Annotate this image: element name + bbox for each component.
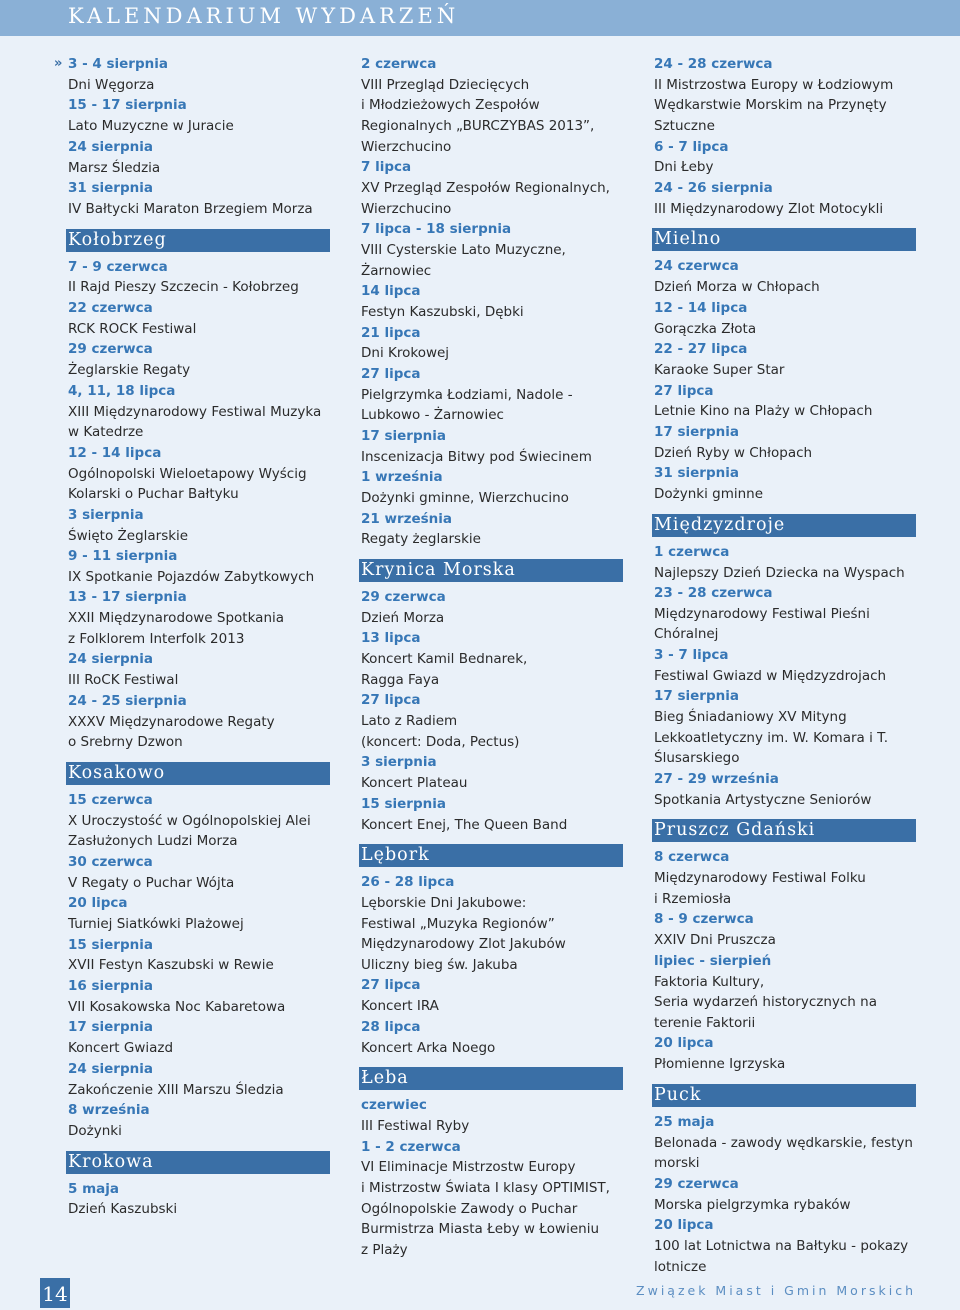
event-date: 9 - 11 sierpnia bbox=[68, 548, 178, 565]
event-date: 24 sierpnia bbox=[68, 651, 153, 668]
event-item bbox=[68, 1059, 336, 1100]
event-date: 24 - 28 czerwca bbox=[654, 56, 773, 72]
event-date: 20 lipca bbox=[68, 895, 128, 912]
event-date: 13 - 17 sierpnia bbox=[68, 589, 187, 606]
column-3 bbox=[654, 54, 922, 1277]
event-title: Lekkoatletyczny im. W. Komara i T. bbox=[654, 729, 889, 746]
event-item bbox=[68, 852, 336, 893]
event-item bbox=[654, 339, 922, 380]
event-date: 24 czerwca bbox=[654, 258, 739, 275]
event-date: 17 sierpnia bbox=[68, 1019, 153, 1036]
event-date: 3 sierpnia bbox=[361, 754, 437, 771]
event-date: 21 lipca bbox=[361, 324, 421, 341]
event-title: IX Spotkanie Pojazdów Zabytkowych bbox=[68, 568, 315, 585]
event-title: Lato z Radiem bbox=[361, 713, 458, 730]
city-heading: Krokowa bbox=[66, 1151, 330, 1174]
event-date: 6 - 7 lipca bbox=[654, 138, 729, 155]
event-title: Lato Muzyczne w Juracie bbox=[68, 118, 234, 135]
event-item bbox=[68, 1017, 336, 1058]
event-title: VIII Cysterskie Lato Muzyczne, bbox=[361, 241, 566, 258]
event-title: i Mistrzostw Świata I klasy OPTIMIST, bbox=[361, 1179, 610, 1196]
event-title: Dni Krokowej bbox=[361, 345, 450, 362]
event-item bbox=[361, 752, 629, 793]
event-item bbox=[68, 443, 336, 505]
event-title: Gorączka Złota bbox=[654, 320, 757, 337]
event-date: 27 lipca bbox=[361, 365, 421, 382]
event-date: 16 sierpnia bbox=[68, 978, 153, 994]
event-title: (koncert: Doda, Pectus) bbox=[361, 733, 520, 750]
event-date: 7 - 9 czerwca bbox=[68, 258, 168, 275]
event-item bbox=[361, 426, 629, 467]
event-date: 2 czerwca bbox=[361, 56, 437, 72]
event-item bbox=[68, 691, 336, 753]
event-item bbox=[68, 935, 336, 976]
event-title: Wierzchucino bbox=[361, 200, 452, 217]
event-title: Ogólnopolski Wieloetapowy Wyścig bbox=[68, 465, 307, 482]
footer-publisher: Związek Miast i Gmin Morskich bbox=[636, 1283, 916, 1298]
event-title: VIII Przegląd Dziecięcych bbox=[361, 76, 530, 93]
event-title: Marsz Śledzia bbox=[68, 159, 161, 176]
event-title: Koncert Gwiazd bbox=[68, 1040, 174, 1057]
city-heading: Kosakowo bbox=[66, 762, 330, 785]
event-title: Dni Węgorza bbox=[68, 76, 155, 93]
event-title: z Plaży bbox=[361, 1241, 408, 1258]
event-title: II Mistrzostwa Europy w Łodziowym bbox=[654, 76, 894, 93]
event-item bbox=[361, 219, 629, 281]
event-title: 100 lat Lotnictwa na Bałtyku - pokazy bbox=[654, 1237, 909, 1254]
bullet-marker: » bbox=[54, 56, 63, 71]
event-item bbox=[361, 1017, 629, 1058]
event-date: 24 - 25 sierpnia bbox=[68, 692, 187, 709]
event-date: 8 września bbox=[68, 1102, 150, 1119]
event-title: Turniej Siatkówki Plażowej bbox=[68, 916, 244, 933]
event-date: 25 maja bbox=[654, 1113, 715, 1130]
event-title: Kolarski o Puchar Bałtyku bbox=[68, 486, 239, 503]
event-item bbox=[361, 281, 629, 322]
event-title: Ogólnopolskie Zawody o Puchar bbox=[361, 1200, 578, 1217]
event-date: czerwiec bbox=[361, 1097, 427, 1114]
event-item bbox=[361, 509, 629, 550]
event-title: II Rajd Pieszy Szczecin - Kołobrzeg bbox=[68, 279, 299, 296]
event-date: 15 sierpnia bbox=[68, 936, 153, 953]
event-title: Lęborskie Dni Jakubowe: bbox=[361, 895, 527, 912]
event-date: 27 lipca bbox=[654, 382, 714, 399]
event-item bbox=[54, 54, 336, 95]
event-title: Burmistrza Miasta Łeby w Łowieniu bbox=[361, 1221, 600, 1238]
page-number: 14 bbox=[40, 1278, 70, 1308]
event-date: 24 sierpnia bbox=[68, 1060, 153, 1077]
event-date: 31 sierpnia bbox=[68, 180, 153, 197]
event-item bbox=[68, 1179, 336, 1220]
event-item bbox=[361, 1137, 629, 1261]
event-title: Koncert IRA bbox=[361, 998, 439, 1015]
event-title: Festiwal „Muzyka Regionów” bbox=[361, 915, 555, 932]
event-item bbox=[361, 323, 629, 364]
event-date: 8 - 9 czerwca bbox=[654, 911, 754, 928]
event-item bbox=[654, 1174, 922, 1215]
event-title: Międzynarodowy Zlot Jakubów bbox=[361, 936, 566, 953]
event-date: 30 czerwca bbox=[68, 853, 153, 870]
event-title: Dożynki gminne bbox=[654, 486, 764, 503]
event-date: 20 lipca bbox=[654, 1217, 714, 1234]
event-date: 7 lipca - 18 sierpnia bbox=[361, 221, 512, 238]
event-title: Dzień Kaszubski bbox=[68, 1201, 178, 1218]
event-title: Bieg Śniadaniowy XV Mityng bbox=[654, 709, 847, 726]
event-title: Ragga Faya bbox=[361, 671, 440, 688]
event-item bbox=[654, 769, 922, 810]
event-title: IV Bałtycki Maraton Brzegiem Morza bbox=[68, 200, 313, 217]
event-item bbox=[654, 686, 922, 769]
event-title: Inscenizacja Bitwy pod Świecinem bbox=[361, 448, 592, 465]
event-item bbox=[361, 794, 629, 835]
event-title: Żarnowiec bbox=[361, 262, 432, 279]
event-date: 13 lipca bbox=[361, 630, 421, 647]
event-title: Najlepszy Dzień Dziecka na Wyspach bbox=[654, 564, 905, 581]
event-date: 3 - 4 sierpnia bbox=[68, 56, 168, 72]
event-item bbox=[68, 790, 336, 852]
event-title: Międzynarodowy Festiwal Folku bbox=[654, 870, 866, 887]
event-title: Seria wydarzeń historycznych na bbox=[654, 994, 877, 1011]
event-item bbox=[68, 976, 336, 1017]
event-title: Dni Łeby bbox=[654, 159, 714, 176]
event-date: 3 - 7 lipca bbox=[654, 647, 729, 664]
event-title: VII Kosakowska Noc Kabaretowa bbox=[68, 998, 286, 1015]
event-title: morski bbox=[654, 1155, 700, 1172]
event-date: 24 sierpnia bbox=[68, 138, 153, 155]
event-title: Pielgrzymka Łodziami, Nadole - bbox=[361, 386, 573, 403]
event-date: 23 - 28 czerwca bbox=[654, 585, 773, 602]
event-title: Dożynki gminne, Wierzchucino bbox=[361, 490, 569, 507]
event-title: Karaoke Super Star bbox=[654, 361, 785, 378]
event-title: Ślusarskiego bbox=[654, 750, 740, 767]
event-item bbox=[68, 546, 336, 587]
event-title: RCK ROCK Festiwal bbox=[68, 320, 197, 337]
event-item bbox=[654, 381, 922, 422]
event-title: XXII Międzynarodowe Spotkania bbox=[68, 610, 285, 627]
city-heading: Mielno bbox=[652, 228, 916, 251]
event-date: 29 czerwca bbox=[68, 341, 153, 358]
event-item bbox=[361, 690, 629, 752]
city-heading: Kołobrzeg bbox=[66, 229, 330, 252]
event-title: i Rzemiosła bbox=[654, 890, 732, 907]
event-date: 31 sierpnia bbox=[654, 465, 739, 482]
city-heading: Łeba bbox=[359, 1067, 623, 1090]
event-date: 1 czerwca bbox=[654, 543, 730, 560]
event-title: VI Eliminacje Mistrzostw Europy bbox=[361, 1159, 576, 1176]
event-date: 21 września bbox=[361, 510, 453, 527]
event-title: Koncert Enej, The Queen Band bbox=[361, 816, 568, 833]
event-title: Wędkarstwie Morskim na Przynęty bbox=[654, 97, 887, 114]
city-heading: Puck bbox=[652, 1084, 916, 1107]
event-date: 27 lipca bbox=[361, 977, 421, 994]
event-title: XVII Festyn Kaszubski w Rewie bbox=[68, 957, 274, 974]
event-title: Dzień Morza bbox=[361, 609, 445, 626]
event-date: 17 sierpnia bbox=[654, 423, 739, 440]
event-date: 17 sierpnia bbox=[654, 688, 739, 705]
event-title: V Regaty o Puchar Wójta bbox=[68, 874, 235, 891]
event-title: Uliczny bieg św. Jakuba bbox=[361, 956, 518, 973]
event-item bbox=[68, 257, 336, 298]
event-item bbox=[68, 381, 336, 443]
event-item bbox=[361, 157, 629, 219]
event-title: Regaty żeglarskie bbox=[361, 531, 481, 548]
event-item bbox=[654, 1033, 922, 1074]
event-title: lotnicze bbox=[654, 1258, 707, 1275]
event-title: z Folklorem Interfolk 2013 bbox=[68, 630, 245, 647]
event-item bbox=[361, 975, 629, 1016]
event-item bbox=[68, 649, 336, 690]
event-item bbox=[361, 587, 629, 628]
event-title: Dzień Ryby w Chłopach bbox=[654, 444, 813, 461]
event-item bbox=[654, 137, 922, 178]
event-date: 8 czerwca bbox=[654, 849, 730, 866]
event-date: 7 lipca bbox=[361, 159, 412, 176]
event-title: Festyn Kaszubski, Dębki bbox=[361, 303, 524, 320]
event-title: Zakończenie XIII Marszu Śledzia bbox=[68, 1081, 284, 1098]
column-1 bbox=[54, 54, 336, 1220]
event-title: III RoCK Festiwal bbox=[68, 672, 179, 689]
event-title: Festiwal Gwiazd w Międzyzdrojach bbox=[654, 667, 887, 684]
event-item bbox=[654, 645, 922, 686]
event-title: Spotkania Artystyczne Seniorów bbox=[654, 791, 872, 808]
event-title: terenie Faktorii bbox=[654, 1014, 756, 1031]
city-heading: Pruszcz Gdański bbox=[652, 819, 916, 842]
event-title: Międzynarodowy Festiwal Pieśni bbox=[654, 605, 870, 622]
event-title: Dożynki bbox=[68, 1122, 122, 1139]
city-heading: Krynica Morska bbox=[359, 559, 623, 582]
event-date: 1 - 2 czerwca bbox=[361, 1138, 461, 1155]
event-title: XIII Międzynarodowy Festiwal Muzyka bbox=[68, 403, 322, 420]
event-item bbox=[654, 1112, 922, 1174]
event-date: 27 lipca bbox=[361, 692, 421, 709]
header-bar bbox=[0, 0, 960, 36]
event-date: 15 - 17 sierpnia bbox=[68, 97, 187, 114]
event-title: Faktoria Kultury, bbox=[654, 973, 765, 990]
event-title: Sztuczne bbox=[654, 117, 715, 134]
event-date: 3 sierpnia bbox=[68, 506, 144, 523]
event-date: 14 lipca bbox=[361, 283, 421, 300]
event-title: Wierzchucino bbox=[361, 138, 452, 155]
event-title: Płomienne Igrzyska bbox=[654, 1056, 786, 1073]
event-title: III Międzynarodowy Zlot Motocykli bbox=[654, 200, 884, 217]
page-title: KALENDARIUM WYDARZEŃ bbox=[68, 4, 460, 28]
event-item bbox=[361, 872, 629, 975]
event-item bbox=[68, 1100, 336, 1141]
event-title: Lubkowo - Żarnowiec bbox=[361, 407, 504, 424]
event-date: 28 lipca bbox=[361, 1018, 421, 1035]
event-item bbox=[361, 628, 629, 690]
event-title: Belonada - zawody wędkarskie, festyn bbox=[654, 1134, 913, 1151]
event-date: 12 - 14 lipca bbox=[654, 299, 748, 316]
event-date: 12 - 14 lipca bbox=[68, 444, 162, 461]
event-title: Letnie Kino na Plaży w Chłopach bbox=[654, 403, 873, 420]
event-item bbox=[654, 298, 922, 339]
event-item bbox=[68, 298, 336, 339]
event-title: Dzień Morza w Chłopach bbox=[654, 279, 820, 296]
event-date: 29 czerwca bbox=[361, 589, 446, 606]
event-item bbox=[361, 54, 629, 157]
event-title: Chóralnej bbox=[654, 626, 719, 643]
event-item bbox=[654, 847, 922, 909]
event-item bbox=[654, 178, 922, 219]
event-date: 29 czerwca bbox=[654, 1175, 739, 1192]
event-title: XXIV Dni Pruszcza bbox=[654, 932, 776, 949]
event-item bbox=[654, 951, 922, 1034]
event-item bbox=[654, 54, 922, 137]
event-date: 27 - 29 września bbox=[654, 771, 779, 788]
event-item bbox=[654, 1215, 922, 1277]
event-title: Święto Żeglarskie bbox=[68, 527, 189, 544]
event-item bbox=[68, 339, 336, 380]
event-item bbox=[654, 542, 922, 583]
event-date: 17 sierpnia bbox=[361, 427, 446, 444]
event-item bbox=[68, 137, 336, 178]
event-item bbox=[654, 463, 922, 504]
event-item bbox=[654, 583, 922, 645]
event-item bbox=[68, 505, 336, 546]
event-date: 15 czerwca bbox=[68, 791, 153, 808]
event-title: Morska pielgrzymka rybaków bbox=[654, 1196, 851, 1213]
event-title: XXXV Międzynarodowe Regaty bbox=[68, 713, 275, 730]
event-item bbox=[361, 364, 629, 426]
event-item bbox=[654, 256, 922, 297]
event-title: Koncert Plateau bbox=[361, 775, 468, 792]
event-title: Koncert Kamil Bednarek, bbox=[361, 651, 528, 668]
event-date: 24 - 26 sierpnia bbox=[654, 179, 773, 196]
event-title: Zasłużonych Ludzi Morza bbox=[68, 833, 238, 850]
event-title: Regionalnych „BURCZYBAS 2013”, bbox=[361, 117, 595, 134]
event-date: 1 września bbox=[361, 469, 443, 486]
event-item bbox=[654, 909, 922, 950]
event-title: Koncert Arka Noego bbox=[361, 1039, 496, 1056]
event-title: w Katedrze bbox=[68, 424, 144, 441]
event-item bbox=[654, 422, 922, 463]
event-title: o Srebrny Dzwon bbox=[68, 734, 183, 751]
event-item bbox=[68, 893, 336, 934]
event-title: III Festiwal Ryby bbox=[361, 1117, 470, 1134]
event-item bbox=[68, 95, 336, 136]
event-date: 4, 11, 18 lipca bbox=[68, 382, 176, 399]
event-item bbox=[68, 178, 336, 219]
event-date: 15 sierpnia bbox=[361, 795, 446, 812]
event-title: i Młodzieżowych Zespołów bbox=[361, 97, 540, 114]
event-item bbox=[361, 467, 629, 508]
event-date: 22 czerwca bbox=[68, 299, 153, 316]
event-title: X Uroczystość w Ogólnopolskiej Alei bbox=[68, 812, 311, 829]
event-item bbox=[68, 587, 336, 649]
event-title: Żeglarskie Regaty bbox=[68, 362, 191, 379]
event-item bbox=[361, 1095, 629, 1136]
event-date: 26 - 28 lipca bbox=[361, 874, 455, 891]
event-date: 22 - 27 lipca bbox=[654, 341, 748, 358]
city-heading: Lębork bbox=[359, 844, 623, 867]
city-heading: Międzyzdroje bbox=[652, 514, 916, 537]
event-title: XV Przegląd Zespołów Regionalnych, bbox=[361, 179, 610, 196]
event-date: lipiec - sierpień bbox=[654, 952, 772, 969]
event-date: 20 lipca bbox=[654, 1035, 714, 1052]
event-date: 5 maja bbox=[68, 1180, 120, 1197]
column-2 bbox=[361, 54, 629, 1260]
